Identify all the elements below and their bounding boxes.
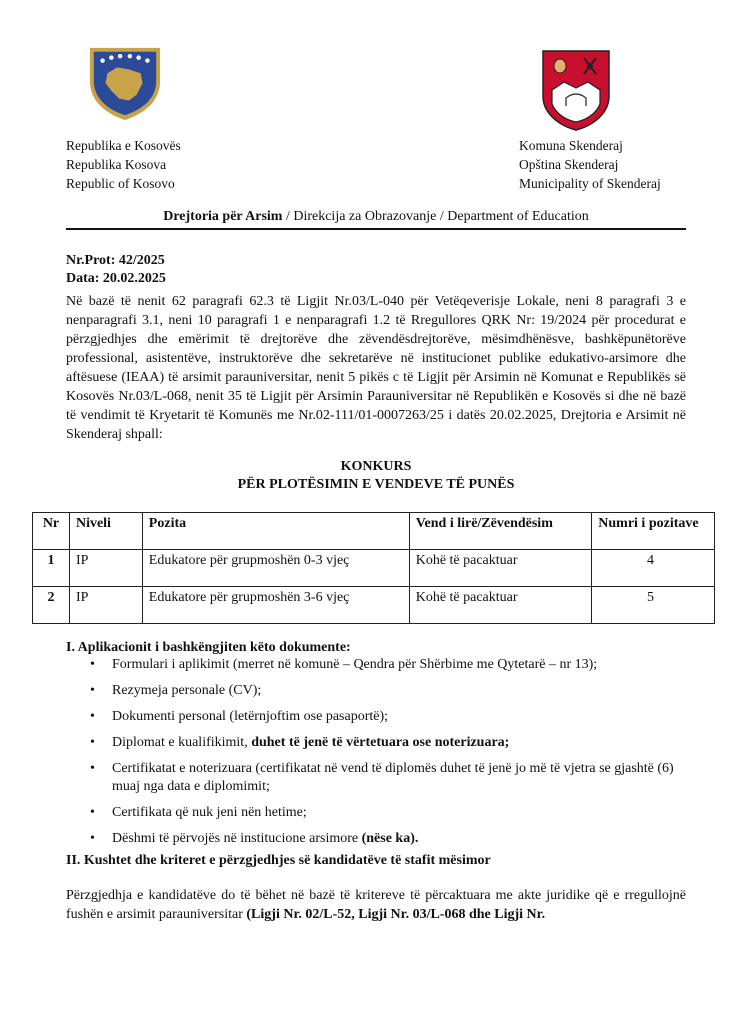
row-pozita: Edukatore për grupmoshën 3-6 vjeç: [142, 587, 409, 624]
bullet-icon: •: [90, 805, 95, 820]
section-2-paragraph: Përzgjedhja e kandidatëve do të bëhet në bazë të kritereve të përcaktuara me akte juridike që e rregullojnë fushën e arsimit parauniversitar (Ligji Nr. 02/L-52, Ligji Nr. 03/L-068 dhe Ligji Nr.: [66, 888, 686, 922]
municipality-name-sq: Komuna Skenderaj: [519, 138, 623, 153]
bullet-icon: •: [90, 709, 95, 724]
intro-paragraph: Në bazë të nenit 62 paragrafi 62.3 të Ligjit Nr.03/L-040 për Vetëqeverisje Lokale, neni 8 paragrafi 3 e nenparagrafi 3.1, neni 10 paragrafi 1 e nenparagrafi 1.2 të Rregullores QRK Nr: 19/2024 për procedurat e përzgjedhjes dhe emërimit të drejtorëve dhe zëvendësdrejtorëve, mësimdhënësve, bashkëpunëtorëve professional, asistentëve, instruktorëve dhe sekretarëve në institucionet publike edukativo-arsimore dhe aftësuese (IEAA) të arsimit parauniversitar, nenit 5 pikës c të Ligjit për Arsimin në Komunat e Republikës së Kosovës Nr.03/L-068, nenit 35 të Ligjit për Arsimin Parauniversitar në Republikën e Kosovës si dhe në bazë të vendimit të Kryetarit të Komunës me Nr.02-111/01-0007263/25 i datës 20.02.2025, Drejtoria e Arsimit në Skenderaj shpall:: [66, 294, 686, 442]
row-numri: 5: [592, 587, 715, 624]
list-item: • Dokumenti personal (letërnjoftim ose pasaportë);: [90, 709, 389, 724]
row-numri: 4: [592, 550, 715, 587]
row-vend: Kohë të pacaktuar: [409, 550, 592, 587]
row-nr: 2: [33, 587, 70, 624]
republic-name-en: Republic of Kosovo: [66, 176, 175, 191]
row-niveli: IP: [69, 550, 142, 587]
row-pozita: Edukatore për grupmoshën 0-3 vjeç: [142, 550, 409, 587]
list-item: • Formulari i aplikimit (merret në komunë – Qendra për Shërbime me Qytetarë – nr 13);: [90, 657, 598, 672]
documents-list: [66, 656, 686, 856]
title-line-2: PËR PLOTËSIMIN E VENDEVE TË PUNËS: [237, 477, 515, 492]
table-row: [33, 587, 715, 624]
republic-name-sq: Republika e Kosovës: [66, 138, 181, 153]
republic-name-sr: Republika Kosova: [66, 157, 167, 172]
header-right-address: [519, 136, 661, 193]
bullet-icon: •: [90, 761, 95, 776]
department-line: [66, 209, 686, 225]
bullet-icon: •: [90, 683, 95, 698]
department-name-rest: / Direkcija za Obrazovanje / Department of Education: [282, 209, 589, 224]
kosovo-coat-of-arms-icon: [86, 44, 164, 122]
header-vend: Vend i lirë/Zëvendësim: [409, 513, 592, 550]
section-2-title: II. Kushtet dhe kriteret e përzgjedhjes së kandidatëve të stafit mësimor: [66, 853, 491, 868]
municipality-name-sr: Opština Skenderaj: [519, 157, 619, 172]
positions-table: [32, 512, 715, 624]
header-pozita: Pozita: [142, 513, 409, 550]
bullet-icon: •: [90, 735, 95, 750]
skenderaj-emblem-icon: [540, 48, 612, 132]
bullet-icon: •: [90, 831, 95, 846]
header-niveli: Niveli: [69, 513, 142, 550]
list-item: • Certifikatat e noterizuara (certifikatat në vend të diplomës duhet të jenë jo më të vjetra se gjashtë (6) muaj nga data e diplomimit;: [90, 761, 674, 794]
row-nr: 1: [33, 550, 70, 587]
bullet-icon: •: [90, 657, 95, 672]
department-name-bold: Drejtoria për Arsim: [163, 209, 283, 224]
list-item: • Dëshmi të përvojës në institucione arsimore (nëse ka).: [90, 831, 419, 846]
table-row: [33, 550, 715, 587]
table-header-row: [33, 513, 715, 550]
protocol-block: [66, 252, 166, 288]
list-item: • Rezymeja personale (CV);: [90, 683, 262, 698]
row-niveli: IP: [69, 587, 142, 624]
header-divider: [66, 228, 686, 230]
list-item: • Certifikata që nuk jeni nën hetime;: [90, 805, 307, 820]
announcement-title: [66, 458, 686, 494]
header-left-address: [66, 136, 181, 193]
protocol-date: Data: 20.02.2025: [66, 271, 166, 286]
list-item: • Diplomat e kualifikimit, duhet të jenë të vërtetuara ose noterizuara;: [90, 735, 510, 750]
header-nr: Nr: [33, 513, 70, 550]
section-1-title: I. Aplikacionit i bashkëngjiten këto dokumente:: [66, 640, 351, 655]
title-line-1: KONKURS: [340, 459, 412, 474]
municipality-name-en: Municipality of Skenderaj: [519, 176, 661, 191]
header-numri: Numri i pozitave: [592, 513, 715, 550]
row-vend: Kohë të pacaktuar: [409, 587, 592, 624]
protocol-number: Nr.Prot: 42/2025: [66, 253, 165, 268]
